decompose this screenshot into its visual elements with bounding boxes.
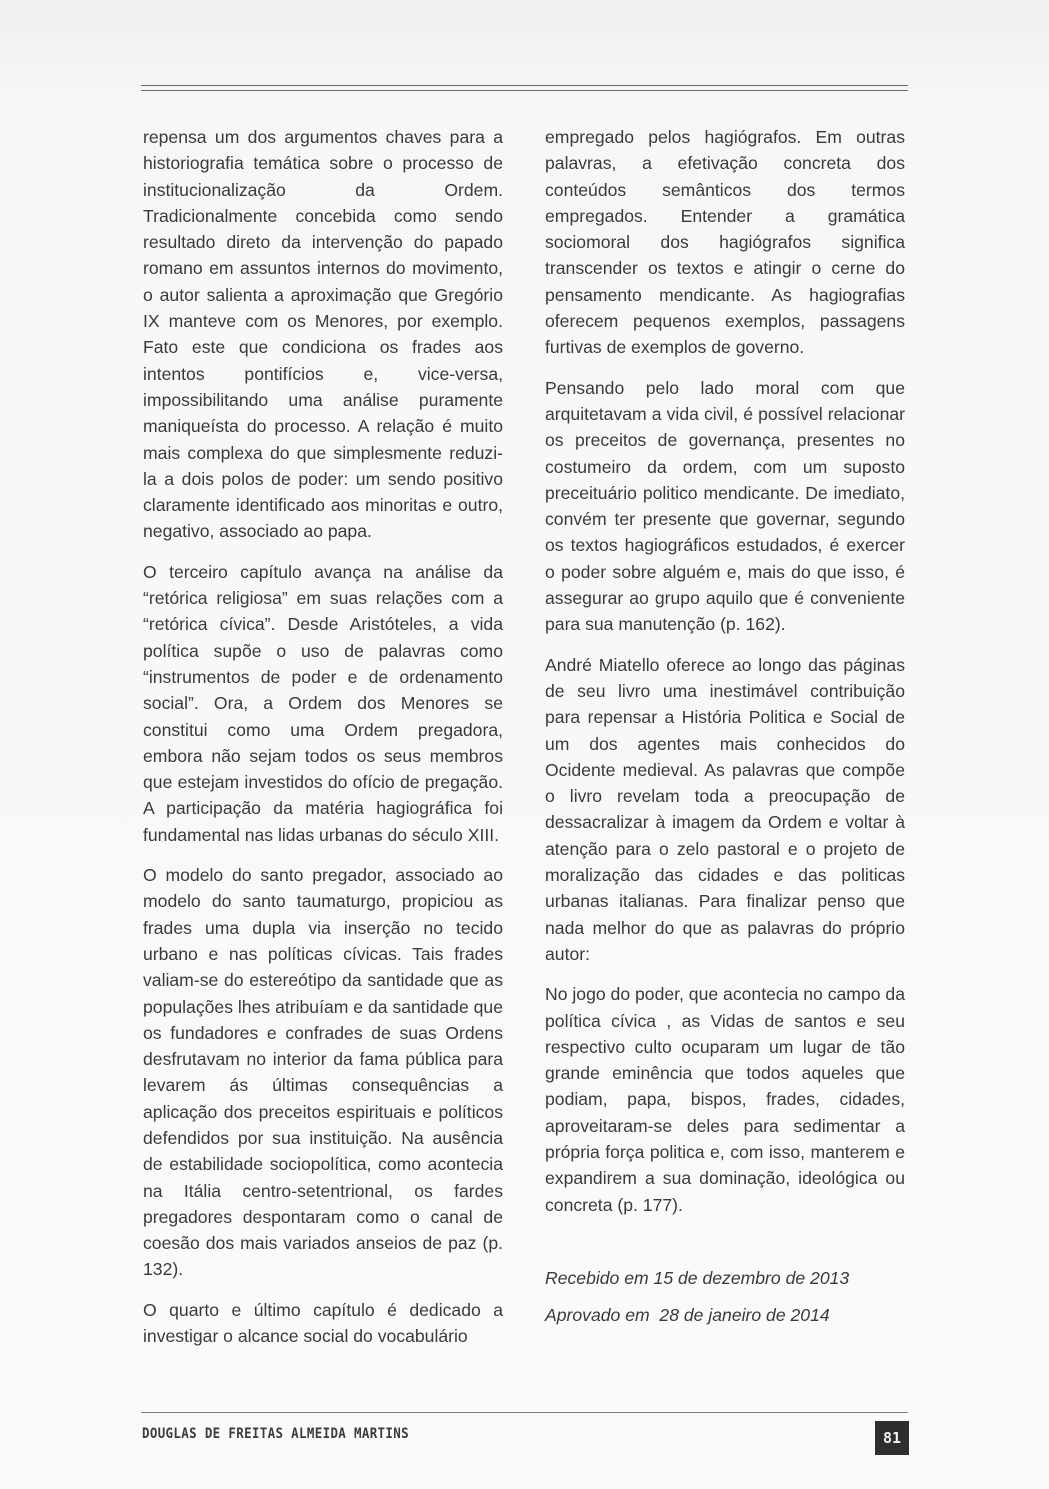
page-number-badge — [875, 1421, 909, 1455]
page-number: 81 — [882, 1429, 902, 1447]
received-date: Recebido em 15 de dezembro de 2013 — [545, 1267, 850, 1288]
right-paragraph-1: empregado pelos hagiógrafos. Em outras palavras, a efetivação concreta dos conteúdos semânticos dos termos empregados. Entender a gramática sociomoral dos hagiógrafos significa transcender os textos e atingir o cerne do pensamento mendicante. As hagiografias oferecem pequenos exemplos, passagens furtivas de exemplos de governo. — [545, 127, 905, 358]
left-paragraph-4: O quarto e último capítulo é dedicado a investigar o alcance social do vocabulário — [143, 1299, 503, 1347]
footer-rule — [141, 1412, 908, 1413]
left-paragraph-1: repensa um dos argumentos chaves para a historiografia temática sobre o processo de institucionalização da Ordem. Tradicionalmente concebida como sendo resultado direto da intervenção do papado romano em assuntos internos do movimento, o autor salienta a aproximação que Gregório IX manteve com os Menores, por exemplo. Fato este que condiciona os frades aos intentos pontifícios e, vice-versa, impossibilitando uma análise puramente maniqueísta do processo. A relação é muito mais complexa do que simplesmente reduzi-la a dois polos de poder: um sendo positivo claramente identificado aos minoritas e outro, negativo, associado ao papa. — [143, 127, 503, 542]
footer-author-name: DOUGLAS DE FREITAS ALMEIDA MARTINS — [142, 1426, 409, 1442]
right-paragraph-2: Pensando pelo lado moral com que arquitetavam a vida civil, é possível relacionar os preceitos de governança, presentes no costumeiro da ordem, com um suposto preceituário politico mendicante. De imediato, convém ter presente que governar, segundo os textos hagiográficos estudados, é exercer o poder sobre alguém e, mais do que isso, é assegurar ao grupo aquilo que é conveniente para sua manutenção (p. 162). — [545, 377, 905, 635]
right-column — [545, 124, 905, 1334]
right-paragraph-3: André Miatello oferece ao longo das páginas de seu livro uma inestimável contribuição para repensar a História Politica e Social de um dos agentes mais conhecidos do Ocidente medieval. As palavras que compõe o livro revelam toda a preocupação de dessacralizar à imagem da Ordem e voltar à atenção para o zelo pastoral e o projeto de moralização das cidades e das politicas urbanas italianas. Para finalizar penso que nada melhor do que as palavras do próprio autor: — [545, 654, 905, 964]
left-paragraph-3: O modelo do santo pregador, associado ao modelo do santo taumaturgo, propiciou as frades uma dupla via inserção no tecido urbano e nas políticas cívicas. Tais frades valiam-se do estereótipo da santidade que as populações lhes atribuíam e da santidade que os fundadores e confrades de suas Ordens desfrutavam no interior da fama pública para levarem ás últimas consequências a aplicação dos preceitos espirituais e políticos defendidos por sua instituição. Na ausência de estabilidade sociopolítica, como acontecia na Itália centro-setentrional, os fardes pregadores despontaram como o canal de coesão dos mais variados anseios de paz (p. 132). — [143, 865, 503, 1280]
left-paragraph-2: O terceiro capítulo avança na análise da “retórica religiosa” em suas relações com a “retórica cívica”. Desde Aristóteles, a vida política supõe o uso de palavras como “instrumentos de poder e de ordenamento social”. Ora, a Ordem dos Menores se constitui como uma Ordem pregadora, embora não sejam todos os seus membros que estejam investidos do ofício de pregação. A participação da matéria hagiográfica foi fundamental nas lidas urbanas do século XIII. — [143, 561, 503, 845]
submission-dates — [545, 1260, 905, 1334]
left-column — [143, 124, 503, 1349]
header-double-rule — [141, 85, 908, 91]
right-paragraph-4-quote: No jogo do poder, que acontecia no campo da política cívica , as Vidas de santos e seu respectivo culto ocuparam um lugar de tão grande eminência que todos aqueles que podiam, papa, bispos, frades, cidades, aproveitaram-se deles para sedimentar a própria força politica e, com isso, manterem e expandirem a sua dominação, ideológica ou concreta (p. 177). — [545, 984, 905, 1215]
approved-date: Aprovado em 28 de janeiro de 2014 — [545, 1304, 830, 1325]
